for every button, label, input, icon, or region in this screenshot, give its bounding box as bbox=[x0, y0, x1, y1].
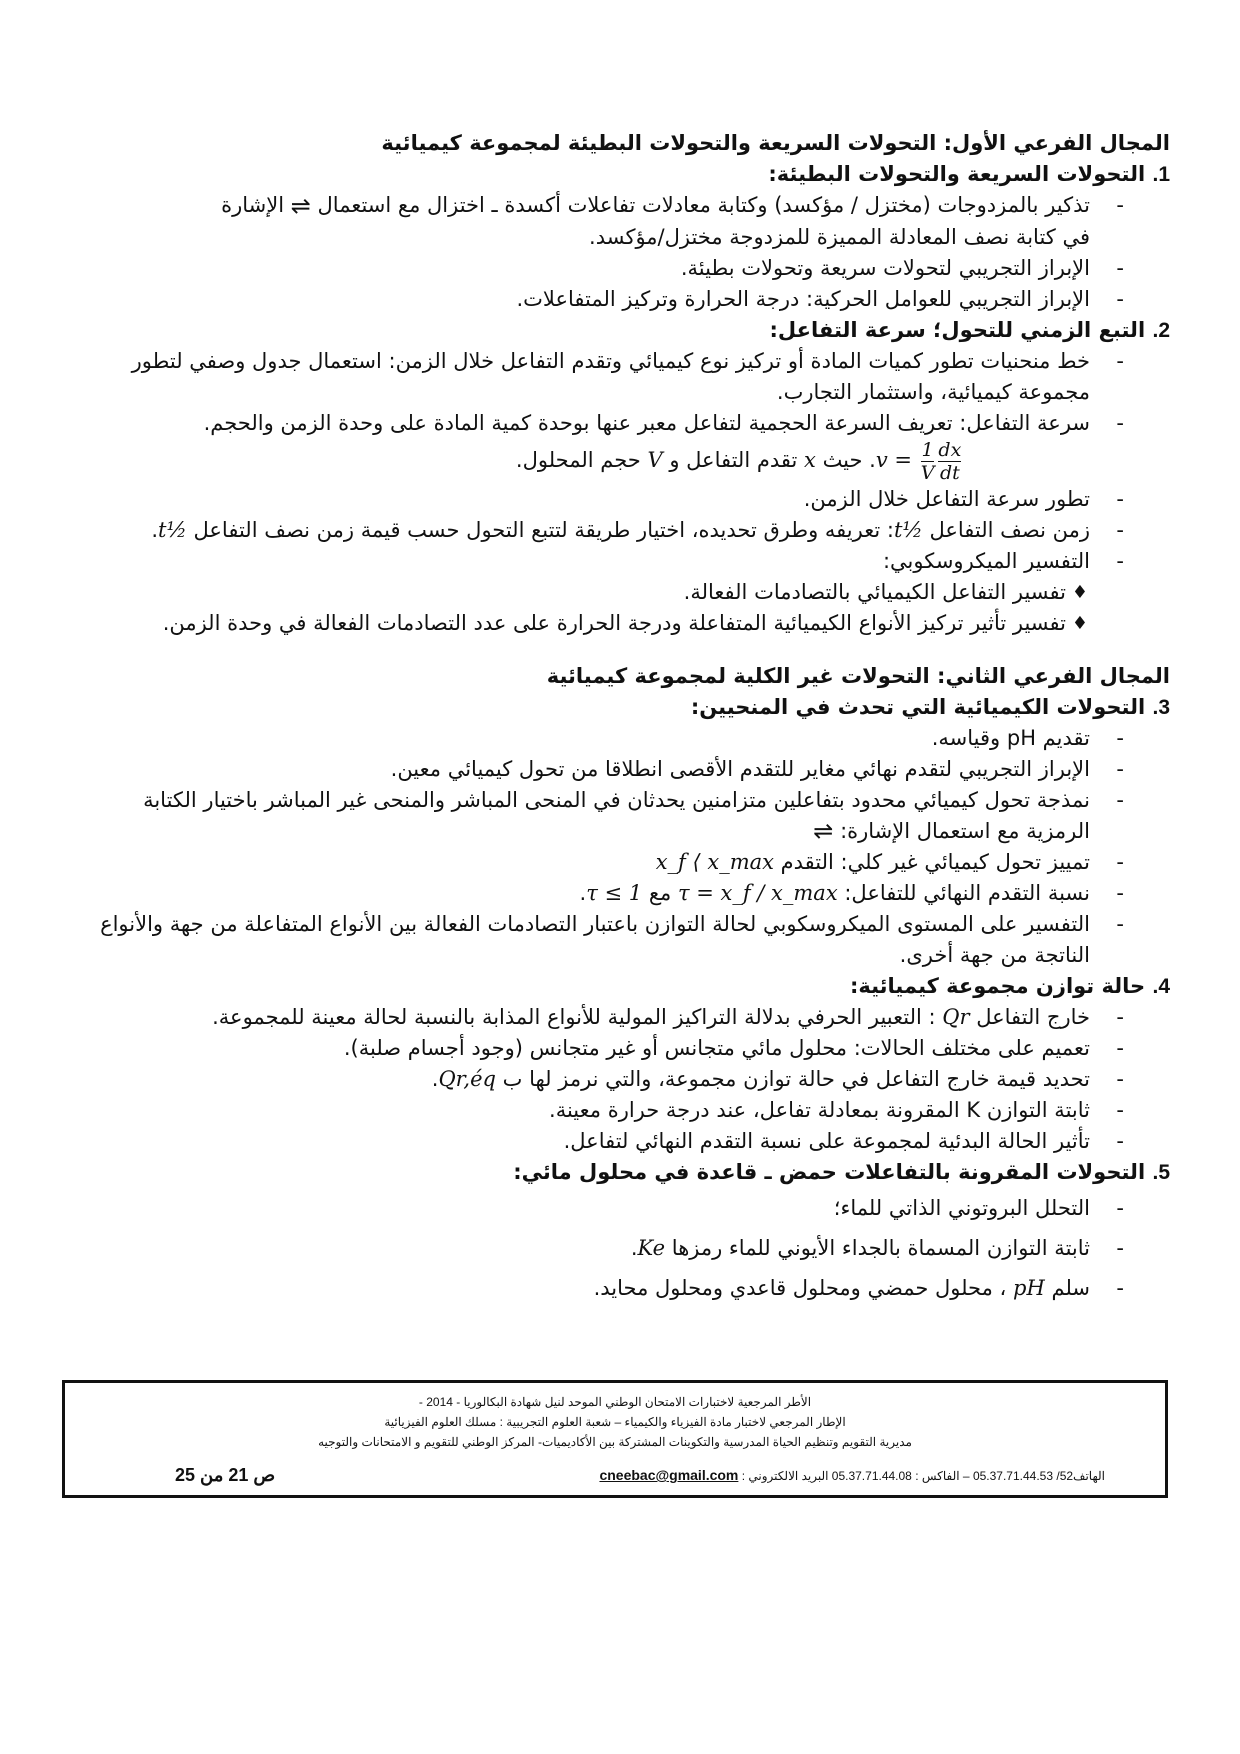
list-item: - الإبراز التجريبي لتحولات سريعة وتحولات بطيئة. bbox=[80, 253, 1130, 284]
list-item: - سرعة التفاعل: تعريف السرعة الحجمية لتفاعل معبر عنها بوحدة كمية المادة على وحدة الزمن والحجم. v = $\frac{1}{V}$ $\frac{dx}{dt}$ . حيث x تقدم التفاعل و V حجم المحلول. bbox=[80, 408, 1130, 484]
list-item: - تأثير الحالة البدئية لمجموعة على نسبة التقدم النهائي لتفاعل. bbox=[80, 1126, 1130, 1157]
list-item: - سلم pH ، محلول حمضي ومحلول قاعدي ومحلول محايد. bbox=[80, 1268, 1130, 1308]
page-number: ص 21 من 25 bbox=[175, 1465, 276, 1485]
equilibrium-arrow-icon: ⇌ bbox=[813, 817, 834, 845]
list-item: - تحديد قيمة خارج التفاعل في حالة توازن مجموعة، والتي نرمز لها ب Qr,éq. bbox=[80, 1064, 1130, 1095]
sub-list-item: ♦ تفسير تأثير تركيز الأنواع الكيميائية المتفاعلة ودرجة الحرارة على عدد التصادمات الفعالة في وحدة الزمن. bbox=[80, 608, 1090, 639]
footer-line-2: الإطار المرجعي لاختبار مادة الفيزياء والكيمياء – شعبة العلوم التجريبية : مسلك العلوم الفيزيائية bbox=[384, 1415, 846, 1429]
list-item: - تذكير بالمزدوجات (مختزل / مؤكسد) وكتابة معادلات تفاعلات أكسدة ـ اختزال مع استعمال ⇌ الإشارة في كتابة نصف المعادلة المميزة للمزدوجة مختزل/مؤكسد. bbox=[80, 190, 1130, 253]
list-item: - تقديم pH وقياسه. bbox=[80, 723, 1130, 754]
formula: v = $\frac{1}{V}$ $\frac{dx}{dt}$ bbox=[875, 438, 962, 484]
list-item: - خط منحنيات تطور كميات المادة أو تركيز نوع كيميائي وتقدم التفاعل خلال الزمن: استعمال جدول وصفي لتطور مجموعة كيميائية، واستثمار التجارب. bbox=[80, 346, 1130, 408]
footer-contact: الهاتف52/ 05.37.71.44.53 – الفاكس : 05.37.71.44.08 البريد الالكتروني : cneebac@gmail.com bbox=[599, 1467, 1105, 1483]
section-4-title: 4. حالة توازن مجموعة كيميائية: bbox=[849, 974, 1170, 998]
list-item: - نمذجة تحول كيميائي محدود بتفاعلين متزامنين يحدثان في المنحى المباشر والمنحى غير المباشر باختيار الكتابة الرمزية مع استعمال الإشارة: ⇌ bbox=[80, 785, 1130, 848]
section-5-title: 5. التحولات المقرونة بالتفاعلات حمض ـ قاعدة في محلول مائي: bbox=[513, 1160, 1170, 1184]
footer-bottom bbox=[65, 1466, 1165, 1485]
page-footer bbox=[62, 1380, 1168, 1498]
list-item: - تعميم على مختلف الحالات: محلول مائي متجانس أو غير متجانس (وجود أجسام صلبة). bbox=[80, 1033, 1130, 1064]
list-item: - تمييز تحول كيميائي غير كلي: التقدم x_f ⟨ x_max bbox=[80, 847, 1130, 878]
rate-formula: v = $\frac{1}{V}$ $\frac{dx}{dt}$ . حيث x تقدم التفاعل و V حجم المحلول. bbox=[516, 439, 1090, 484]
list-item: - الإبراز التجريبي لتقدم نهائي مغاير للتقدم الأقصى انطلاقا من تحول كيميائي معين. bbox=[80, 754, 1130, 785]
document-body bbox=[80, 128, 1170, 1308]
section-4-list bbox=[80, 1002, 1170, 1157]
section-1-title: 1. التحولات السريعة والتحولات البطيئة: bbox=[768, 162, 1170, 186]
list-item: - الإبراز التجريبي للعوامل الحركية: درجة الحرارة وتركيز المتفاعلات. bbox=[80, 284, 1130, 315]
section-2-title: 2. التبع الزمني للتحول؛ سرعة التفاعل: bbox=[769, 317, 1170, 342]
sub-list-item: ♦ تفسير التفاعل الكيميائي بالتصادمات الفعالة. bbox=[80, 577, 1090, 608]
list-item: - خارج التفاعل Qr : التعبير الحرفي بدلالة التراكيز المولية للأنواع المذابة بالنسبة لحالة معينة للمجموعة. bbox=[80, 1002, 1130, 1033]
section-2-list bbox=[80, 346, 1170, 639]
equilibrium-arrow-icon: ⇌ bbox=[290, 191, 311, 220]
list-item: - تطور سرعة التفاعل خلال الزمن. bbox=[80, 484, 1130, 515]
list-item: - ثابتة التوازن المسماة بالجداء الأيوني للماء رمزها Ke. bbox=[80, 1228, 1130, 1268]
email-link[interactable]: cneebac@gmail.com bbox=[599, 1467, 739, 1483]
section-1-list bbox=[80, 190, 1170, 315]
domain-1-title: المجال الفرعي الأول: التحولات السريعة والتحولات البطيئة لمجموعة كيميائية bbox=[381, 131, 1170, 155]
list-item: - نسبة التقدم النهائي للتفاعل: τ = x_f / x_max مع τ ≤ 1. bbox=[80, 878, 1130, 909]
section-3-list bbox=[80, 723, 1170, 972]
domain-2-title: المجال الفرعي الثاني: التحولات غير الكلية لمجموعة كيميائية bbox=[546, 663, 1170, 688]
list-item: - ثابتة التوازن K المقرونة بمعادلة تفاعل، عند درجة حرارة معينة. bbox=[80, 1095, 1130, 1126]
section-3-title: 3. التحولات الكيميائية التي تحدث في المنحيين: bbox=[690, 694, 1170, 719]
list-item: - التفسير على المستوى الميكروسكوبي لحالة التوازن باعتبار التصادمات الفعالة بين الأنواع المتفاعلة من جهة والأنواع الناتجة من جهة أخرى. bbox=[80, 909, 1130, 971]
sub-list bbox=[80, 577, 1090, 639]
footer-line-1: الأطر المرجعية لاختبارات الامتحان الوطني الموحد لنيل شهادة البكالوريا - 2014 - bbox=[418, 1395, 812, 1409]
footer-line-3: مديرية التقويم وتنظيم الحياة المدرسية والتكوينات المشتركة بين الأكاديميات- المركز الوطني للتقويم و الامتحانات والتوجيه bbox=[318, 1435, 912, 1449]
list-item: - زمن نصف التفاعل t½: تعريفه وطرق تحديده، اختيار طريقة لتتبع التحول حسب قيمة زمن نصف التفاعل t½. bbox=[80, 515, 1130, 546]
section-5-list bbox=[80, 1188, 1170, 1308]
list-item: - التحلل البروتوني الذاتي للماء؛ bbox=[80, 1188, 1130, 1228]
list-item: - التفسير الميكروسكوبي: ♦ تفسير التفاعل الكيميائي بالتصادمات الفعالة. ♦ تفسير تأثير تركيز الأنواع الكيميائية المتفاعلة ودرجة الحرارة على عدد التصادمات الفعالة في وحدة الزمن. bbox=[80, 546, 1130, 639]
